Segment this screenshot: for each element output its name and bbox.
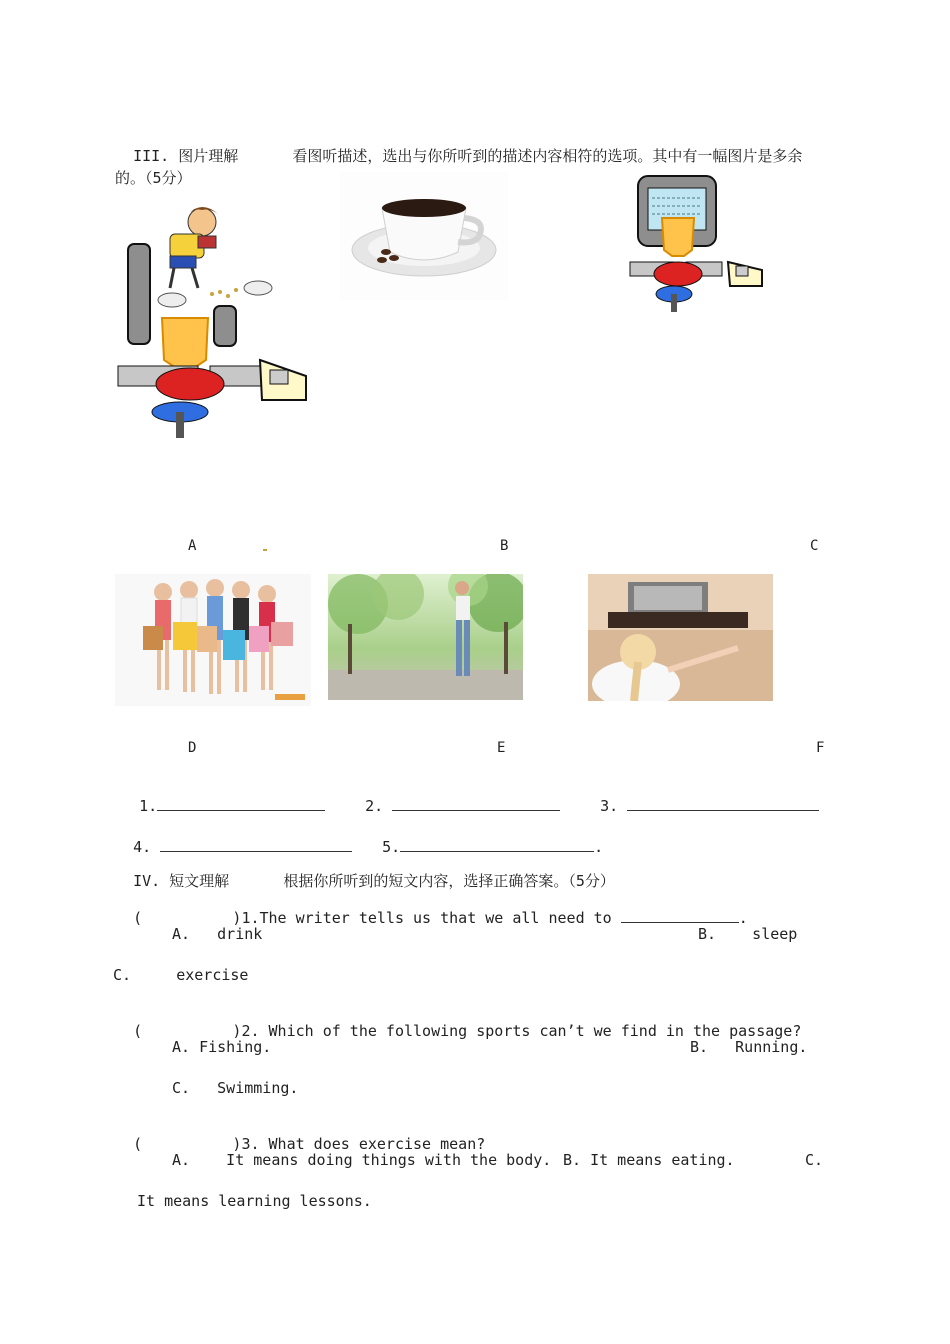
q1-blank[interactable] (621, 908, 739, 923)
image-c (628, 170, 768, 316)
image-d (115, 574, 311, 706)
answer-1: 1. (121, 776, 325, 816)
answer-5: 5. . (382, 838, 604, 856)
answer-paren-2[interactable]: ( ) (133, 1022, 242, 1040)
q3-option-b[interactable]: B. It means eating. (563, 1151, 735, 1169)
section3-instruction: 看图听描述，选出与你所听到的描述内容相符的选项。其中有一幅图片是多余 (292, 147, 803, 165)
q1-option-a[interactable]: A. drink (172, 925, 263, 943)
answer-blank-2[interactable] (392, 796, 560, 811)
section3-title: III. 图片理解 (133, 147, 239, 165)
label-f: F (816, 740, 825, 756)
answer-paren-3[interactable]: ( ) (133, 1135, 242, 1153)
q3-option-c-text: It means learning lessons. (137, 1192, 372, 1210)
answer-blank-5[interactable] (400, 837, 594, 852)
answer-3: 3. (582, 776, 819, 816)
q3-option-a[interactable]: A. It means doing things with the body. (172, 1151, 552, 1169)
image-b (340, 172, 508, 300)
stray-mark (263, 549, 267, 551)
label-c: C (810, 538, 819, 554)
question-2: ( )2. Which of the following sports can’t we find in the passage? (133, 1022, 802, 1040)
label-d: D (188, 740, 197, 756)
label-b: B (500, 538, 509, 554)
image-f (588, 574, 773, 701)
q2-option-a[interactable]: A. Fishing. (172, 1038, 272, 1056)
answer-blank-4[interactable] (160, 837, 352, 852)
answer-paren-1[interactable]: ( ) (133, 909, 242, 927)
q2-option-b[interactable]: B. Running. (690, 1038, 808, 1056)
answer-blank-3[interactable] (627, 796, 819, 811)
section4-title: IV. 短文理解 (133, 872, 230, 890)
image-e (328, 574, 523, 700)
question-1: ( )1.The writer tells us that we all need to . (133, 909, 748, 927)
section3-heading (115, 126, 802, 166)
answer-4: 4. (115, 817, 352, 857)
answer-blank-1[interactable] (157, 796, 325, 811)
q2-option-c[interactable]: C. Swimming. (172, 1079, 299, 1097)
section3-instruction-cont: 的。（5分） (115, 169, 192, 187)
q3-option-c[interactable]: C. (805, 1151, 824, 1169)
label-e: E (497, 740, 506, 756)
image-a (110, 200, 310, 440)
section4-instruction: 根据你所听到的短文内容，选择正确答案。（5分） (283, 872, 615, 890)
q1-option-b[interactable]: B. sleep (698, 925, 798, 943)
section4-heading (115, 851, 615, 891)
label-a: A (188, 538, 197, 554)
answer-2: 2. (347, 776, 560, 816)
q1-option-c[interactable]: C. exercise (113, 966, 249, 984)
question-3: ( )3. What does exercise mean? (133, 1135, 486, 1153)
